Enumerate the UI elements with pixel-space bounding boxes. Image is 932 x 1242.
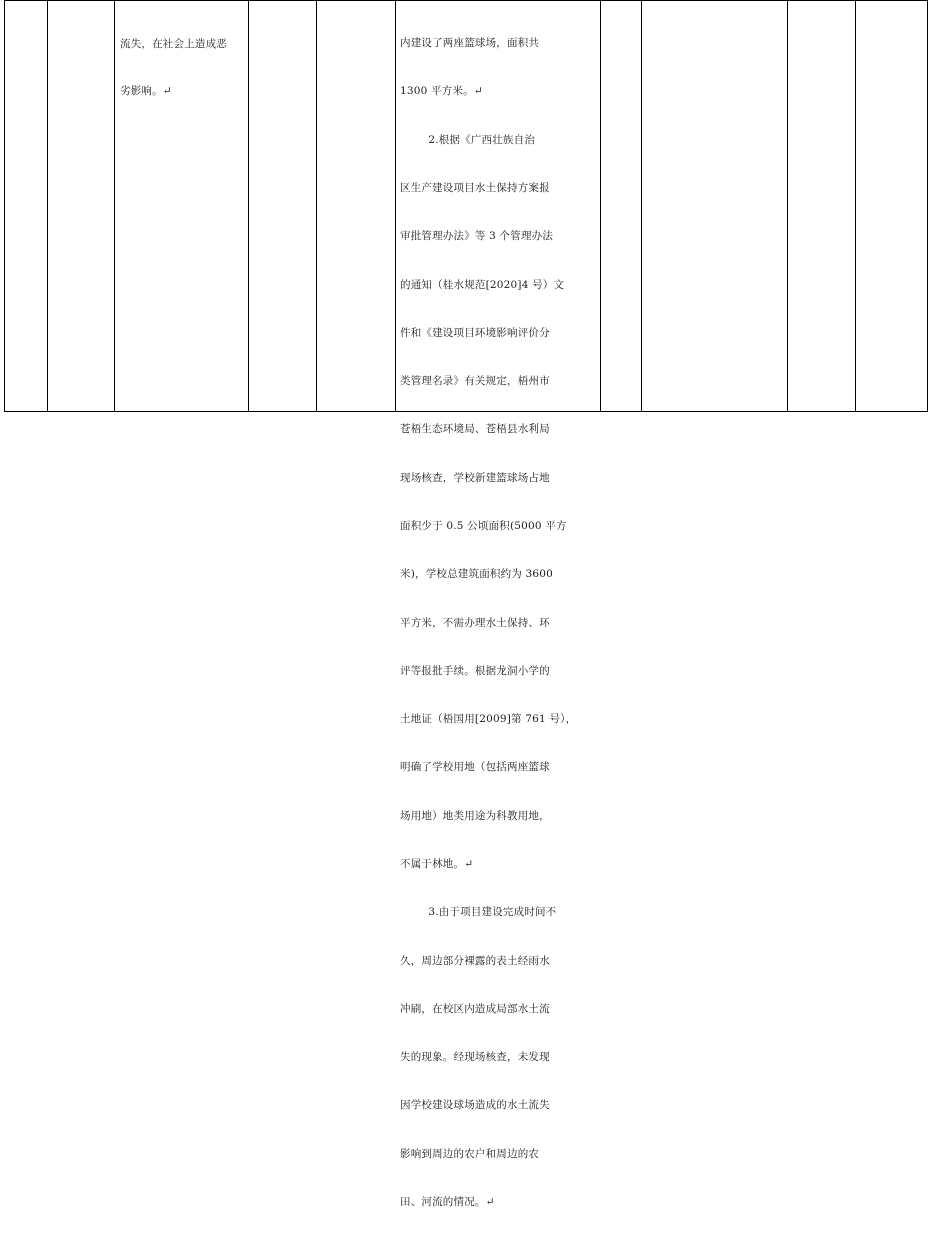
text-line: 劣影响。↵ (120, 84, 172, 97)
text-line: 影响到周边的农户和周边的农 (400, 1147, 540, 1160)
column-divider-9 (855, 0, 856, 412)
column-divider-1 (47, 0, 48, 412)
column-divider-8 (787, 0, 788, 412)
text-line: 2.根据《广西壮族自治 (400, 133, 536, 146)
text-line: 审批管理办法》等 3 个管理办法 (400, 230, 554, 243)
table-border-top (4, 0, 928, 1)
text-line: 场用地）地类用途为科教用地， (400, 809, 550, 822)
text-line: 区生产建设项目水土保持方案报 (400, 182, 550, 195)
text-line: 件和《建设项目环境影响评价分 (400, 326, 550, 339)
text-line: 评等报批手续。根据龙洞小学的 (400, 664, 550, 677)
text-line: 苍梧生态环境局、苍梧县水利局 (400, 423, 550, 436)
cell-column-6 (400, 3, 598, 1242)
text-line: 明确了学校用地（包括两座篮球 (400, 761, 550, 774)
text-line: 现场核查，学校新建篮球场占地 (400, 471, 550, 484)
text-line: 米)，学校总建筑面积约为 3600 (400, 568, 554, 581)
text-line: 内建设了两座篮球场，面积共 (400, 37, 540, 50)
text-line: 面积少于 0.5 公顷面积(5000 平方 (400, 520, 567, 532)
column-divider-2 (114, 0, 115, 412)
text-line: 3.由于项目建设完成时间不 (400, 906, 557, 919)
cell-column-3 (120, 5, 244, 131)
text-line: 的通知（桂水规范[2020]4 号）文 (400, 278, 565, 291)
column-divider-5 (395, 0, 396, 412)
column-divider-3 (248, 0, 249, 412)
column-divider-6 (600, 0, 601, 412)
text-line: 土地证（梧国用[2009]第 761 号）， (400, 713, 577, 726)
table-border-right (927, 0, 928, 412)
text-line: 因学校建设球场造成的水土流失 (400, 1099, 550, 1112)
column-divider-4 (316, 0, 317, 412)
table-border-left (4, 0, 5, 412)
text-line: 流失，在社会上造成恶 (120, 37, 227, 50)
text-line: 平方米，不需办理水土保持、环 (400, 616, 550, 629)
text-line: 类管理名录》有关规定，梧州市 (400, 375, 550, 388)
column-divider-7 (641, 0, 642, 412)
text-line: 田、河流的情况。↵ (400, 1195, 495, 1208)
text-line: 失的现象。经现场核查，未发现 (400, 1051, 550, 1064)
text-line: 不属于林地。↵ (400, 857, 474, 870)
text-line: 冲刷，在校区内造成局部水土流 (400, 1002, 550, 1015)
text-line: 1300 平方米。↵ (400, 85, 483, 98)
text-line: 久，周边部分裸露的表土经雨水 (400, 954, 550, 967)
